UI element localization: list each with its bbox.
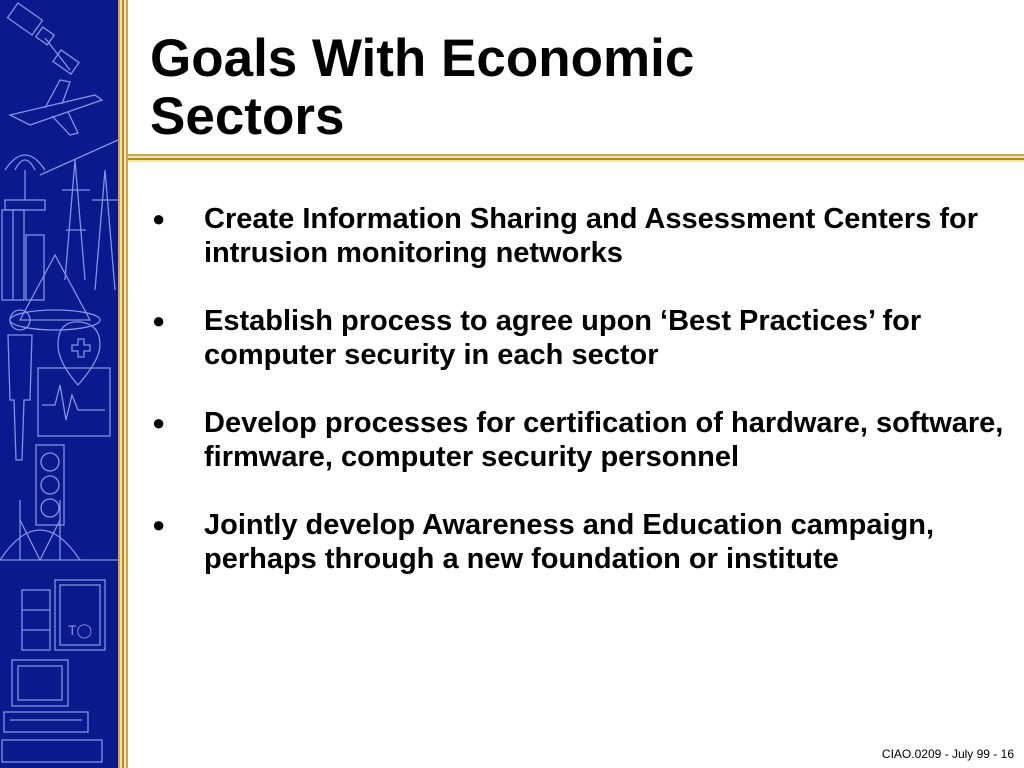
bullet-dot-icon: ●: [152, 206, 166, 231]
bullet-dot-icon: ●: [152, 512, 166, 537]
bullet-text: Create Information Sharing and Assessment Centers for intrusion monitoring networks: [204, 203, 979, 269]
bullet-list: [150, 202, 1010, 610]
bullet-item: [150, 304, 1010, 372]
bullet-text: Develop processes for certification of hardware, software, firmware, computer security personnel: [204, 407, 1004, 473]
airplane-icon: [10, 80, 102, 135]
power-tower-icon: [40, 140, 118, 290]
gold-divider-horizontal: [128, 154, 1024, 162]
svg-text:T◯: T◯: [68, 622, 93, 638]
cabinet-icon: [22, 590, 50, 650]
safe-icon: [55, 580, 105, 650]
heart-icon: [58, 322, 100, 385]
slide-footer: CIAO.0209 - July 99 - 16: [881, 747, 1014, 761]
bullet-dot-icon: ●: [152, 410, 166, 435]
bullet-text: Jointly develop Awareness and Education campaign, perhaps through a new foundation or institute: [204, 509, 935, 575]
slide-title: Goals With Economic Sectors: [150, 29, 695, 146]
heart-monitor-icon: [38, 368, 110, 436]
gold-divider-vertical: [118, 0, 128, 768]
bullet-item: [150, 406, 1010, 474]
water-icon: [5, 155, 45, 210]
decorative-sidebar: [0, 0, 118, 768]
person-icon: [8, 310, 32, 460]
bullet-text: Establish process to agree upon ‘Best Practices’ for computer security in each sector: [204, 305, 922, 371]
bullet-dot-icon: ●: [152, 308, 166, 333]
satellite-icon: [8, 3, 79, 74]
computer-icon: [2, 660, 102, 762]
bullet-item: [150, 202, 1010, 270]
infrastructure-illustration: [0, 0, 118, 768]
bullet-item: [150, 508, 1010, 576]
